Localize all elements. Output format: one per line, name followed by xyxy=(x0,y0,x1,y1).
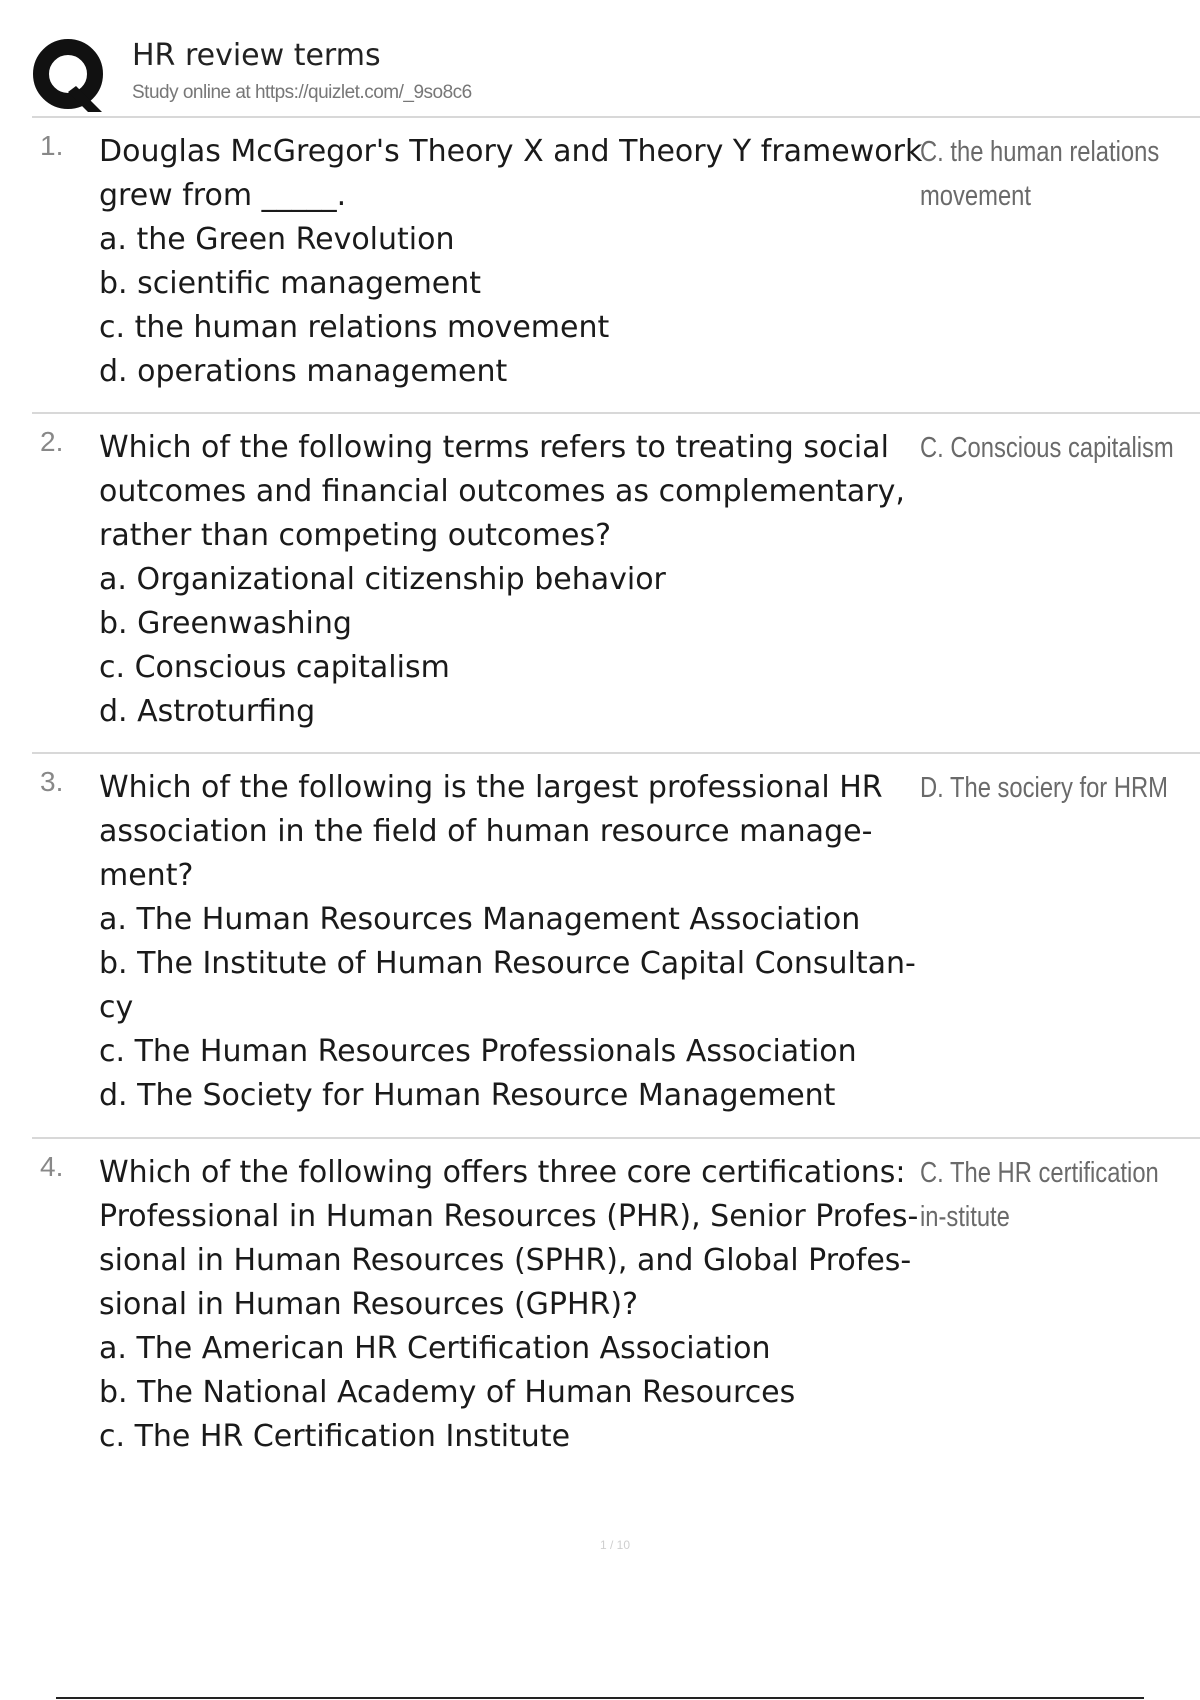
option: b. scientific management xyxy=(99,266,482,301)
question-stem: Which of the following terms refers to treating social outcomes and financial outcomes as complementary, rather than competing outcomes? xyxy=(99,430,905,553)
question-stem: Which of the following is the largest professional HR association in the field of human resource manage-ment? xyxy=(99,770,883,893)
option: a. Organizational citizenship behavior xyxy=(99,562,666,597)
answer: C. The HR certification in-stitute xyxy=(920,1157,1159,1233)
page-indicator: 1 / 10 xyxy=(600,1538,631,1552)
option: b. Greenwashing xyxy=(99,606,352,641)
option: b. The Institute of Human Resource Capital Consultan-cy xyxy=(99,946,916,1025)
question xyxy=(99,766,944,1118)
option: c. the human relations movement xyxy=(99,310,610,345)
answer: D. The sociery for HRM xyxy=(920,772,1168,804)
option: c. The Human Resources Professionals Association xyxy=(99,1034,857,1069)
question xyxy=(99,130,944,394)
divider xyxy=(32,412,1200,414)
option: a. The Human Resources Management Association xyxy=(99,902,861,937)
question-stem: Which of the following offers three core certifications: Professional in Human Resources (PHR), Senior Profes-sional in Human Resources (SPHR), and Global Profes-sional in Human Resources (GPHR)? xyxy=(99,1155,919,1322)
card-number: 1. xyxy=(40,130,64,161)
question xyxy=(99,426,944,734)
divider xyxy=(32,116,1200,118)
option: c. The HR Certification Institute xyxy=(99,1419,571,1454)
document-header xyxy=(32,30,1200,114)
quizlet-logo-icon xyxy=(32,36,110,114)
card-number: 4. xyxy=(40,1151,64,1182)
option: d. operations management xyxy=(99,354,508,389)
option: d. The Society for Human Resource Management xyxy=(99,1078,836,1113)
option: a. the Green Revolution xyxy=(99,222,455,257)
bottom-divider xyxy=(56,1697,1144,1699)
card-number: 3. xyxy=(40,766,64,797)
card-number: 2. xyxy=(40,426,64,457)
option: b. The National Academy of Human Resources xyxy=(99,1375,796,1410)
question-stem: Douglas McGregor's Theory X and Theory Y framework grew from _____. xyxy=(99,134,923,213)
divider xyxy=(32,1137,1200,1139)
answer: C. the human relations movement xyxy=(920,136,1160,212)
study-online-link[interactable]: Study online at https://quizlet.com/_9so8c6 xyxy=(132,82,472,103)
option: a. The American HR Certification Association xyxy=(99,1331,771,1366)
question xyxy=(99,1151,944,1459)
divider xyxy=(32,752,1200,754)
option: d. Astroturfing xyxy=(99,694,316,729)
answer: C. Conscious capitalism xyxy=(920,432,1174,464)
document-title: HR review terms xyxy=(132,38,381,73)
option: c. Conscious capitalism xyxy=(99,650,450,685)
